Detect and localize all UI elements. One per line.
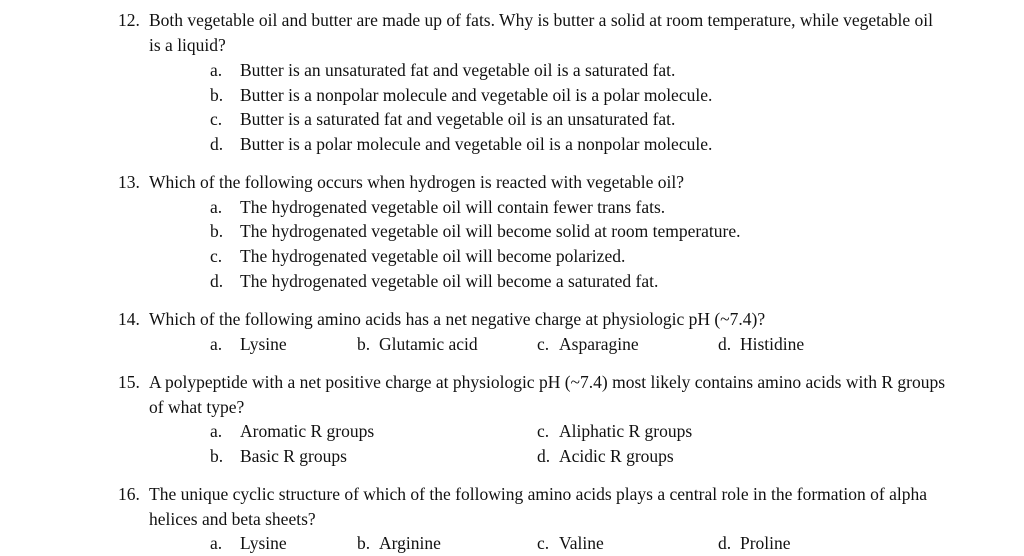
option-text: Aliphatic R groups xyxy=(559,421,693,441)
option-text: Butter is a polar molecule and vegetable oil is a nonpolar molecule. xyxy=(240,134,713,154)
option-letter: a. xyxy=(210,421,223,441)
question-text: A polypeptide with a net positive charge at physiologic pH (~7.4) most likely contains amino acids with R groups of what type? xyxy=(149,372,946,417)
option-text: Aromatic R groups xyxy=(240,421,375,441)
option-text: The hydrogenated vegetable oil will become solid at room temperature. xyxy=(240,221,741,241)
option-text: Arginine xyxy=(379,533,441,553)
option-letter: a. xyxy=(210,334,223,354)
option-text: Butter is an unsaturated fat and vegetable oil is a saturated fat. xyxy=(240,60,676,80)
option-letter: b. xyxy=(210,221,224,241)
option-letter: c. xyxy=(537,334,550,354)
option-text: The hydrogenated vegetable oil will contain fewer trans fats. xyxy=(240,197,666,217)
question-number: 14. xyxy=(118,309,140,329)
option-letter: a. xyxy=(210,197,223,217)
option-letter: a. xyxy=(210,533,223,553)
question-number: 15. xyxy=(118,372,140,392)
question-number: 16. xyxy=(118,484,140,504)
option-text: Lysine xyxy=(240,533,287,553)
option-letter: c. xyxy=(210,246,223,266)
option-letter: b. xyxy=(210,446,224,466)
question-number: 13. xyxy=(118,172,140,192)
option-letter: b. xyxy=(210,85,224,105)
option-letter: d. xyxy=(210,134,224,154)
option-text: Acidic R groups xyxy=(559,446,674,466)
option-text: Glutamic acid xyxy=(379,334,478,354)
question-text: Both vegetable oil and butter are made up of fats. Why is butter a solid at room temperature, while vegetable oil is a liquid? xyxy=(149,10,934,55)
option-text: The hydrogenated vegetable oil will become polarized. xyxy=(240,246,626,266)
option-text: Butter is a saturated fat and vegetable oil is an unsaturated fat. xyxy=(240,109,676,129)
option-text: Butter is a nonpolar molecule and vegetable oil is a polar molecule. xyxy=(240,85,713,105)
option-letter: d. xyxy=(537,446,551,466)
option-letter: b. xyxy=(357,533,371,553)
option-letter: c. xyxy=(537,421,550,441)
option-letter: d. xyxy=(718,334,732,354)
option-letter: d. xyxy=(718,533,732,553)
option-letter: b. xyxy=(357,334,371,354)
option-letter: d. xyxy=(210,271,224,291)
option-text: Basic R groups xyxy=(240,446,347,466)
option-text: The hydrogenated vegetable oil will become a saturated fat. xyxy=(240,271,659,291)
option-text: Histidine xyxy=(740,334,805,354)
option-letter: c. xyxy=(537,533,550,553)
option-letter: a. xyxy=(210,60,223,80)
option-text: Valine xyxy=(559,533,604,553)
option-text: Proline xyxy=(740,533,791,553)
question-text: The unique cyclic structure of which of the following amino acids plays a central role in the formation of alpha helices and beta sheets? xyxy=(149,484,928,529)
question-number: 12. xyxy=(118,10,140,30)
question-text: Which of the following occurs when hydrogen is reacted with vegetable oil? xyxy=(149,172,685,192)
option-text: Lysine xyxy=(240,334,287,354)
option-letter: c. xyxy=(210,109,223,129)
question-text: Which of the following amino acids has a net negative charge at physiologic pH (~7.4)? xyxy=(149,309,766,329)
option-text: Asparagine xyxy=(559,334,639,354)
